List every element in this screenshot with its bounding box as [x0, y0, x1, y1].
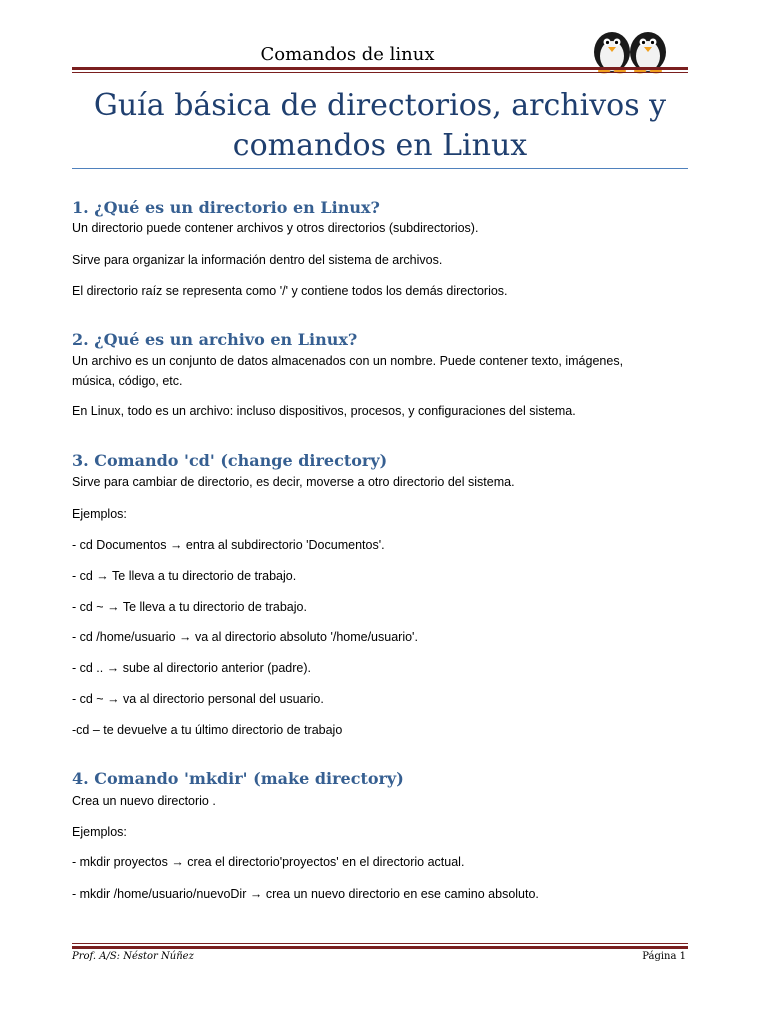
section-2-heading: 2. ¿Qué es un archivo en Linux?: [72, 330, 358, 349]
section-3-example: - cd ~ → Te lleva a tu directorio de trabajo.: [72, 600, 307, 614]
section-1-paragraph: Un directorio puede contener archivos y otros directorios (subdirectorios).: [72, 221, 479, 235]
section-1-heading: 1. ¿Qué es un directorio en Linux?: [72, 198, 380, 217]
section-2-paragraph: En Linux, todo es un archivo: incluso dispositivos, procesos, y configuraciones del sistema.: [72, 404, 576, 418]
document-title: [72, 86, 688, 166]
section-3-example: - cd ~ → va al directorio personal del usuario.: [72, 692, 324, 706]
section-3-paragraph: Ejemplos:: [72, 507, 127, 521]
header-rule-thick: [72, 67, 688, 70]
document-title-line-1: Guía básica de directorios, archivos y: [93, 88, 667, 123]
section-3-heading: 3. Comando 'cd' (change directory): [72, 451, 388, 470]
section-3-example: -cd – te devuelve a tu último directorio de trabajo: [72, 723, 343, 737]
penguins-icon: [586, 18, 676, 74]
section-3-example: - cd → Te lleva a tu directorio de trabajo.: [72, 569, 297, 583]
section-3-example: - cd /home/usuario → va al directorio absoluto '/home/usuario'.: [72, 630, 418, 644]
section-1-paragraph: El directorio raíz se representa como '/' y contiene todos los demás directorios.: [72, 284, 508, 298]
footer-author: Prof. A/S: Néstor Núñez: [72, 951, 194, 962]
footer-rule-thin: [72, 943, 688, 944]
section-1-paragraph: Sirve para organizar la información dentro del sistema de archivos.: [72, 253, 443, 267]
header-title: Comandos de linux: [260, 44, 435, 65]
section-4-heading: 4. Comando 'mkdir' (make directory): [72, 769, 404, 788]
section-3-paragraph: Sirve para cambiar de directorio, es decir, moverse a otro directorio del sistema.: [72, 475, 515, 489]
section-4-paragraph: Ejemplos:: [72, 825, 127, 839]
section-4-example: - mkdir /home/usuario/nuevoDir → crea un nuevo directorio en ese camino absoluto.: [72, 887, 539, 901]
header-rule-thin: [72, 72, 688, 73]
document-title-line-2: comandos en Linux: [232, 128, 528, 163]
footer-rule-thick: [72, 946, 688, 949]
title-rule: [72, 168, 688, 169]
section-3-example: - cd Documentos → entra al subdirectorio 'Documentos'.: [72, 538, 385, 552]
footer-page-number: Página 1: [642, 951, 686, 962]
section-2-paragraph: Un archivo es un conjunto de datos almacenados con un nombre. Puede contener texto, imágenes, música, código, etc.: [72, 354, 624, 388]
section-4-example: - mkdir proyectos → crea el directorio'proyectos' en el directorio actual.: [72, 855, 465, 869]
section-3-example: - cd .. → sube al directorio anterior (padre).: [72, 661, 311, 675]
section-4-paragraph: Crea un nuevo directorio .: [72, 794, 216, 808]
